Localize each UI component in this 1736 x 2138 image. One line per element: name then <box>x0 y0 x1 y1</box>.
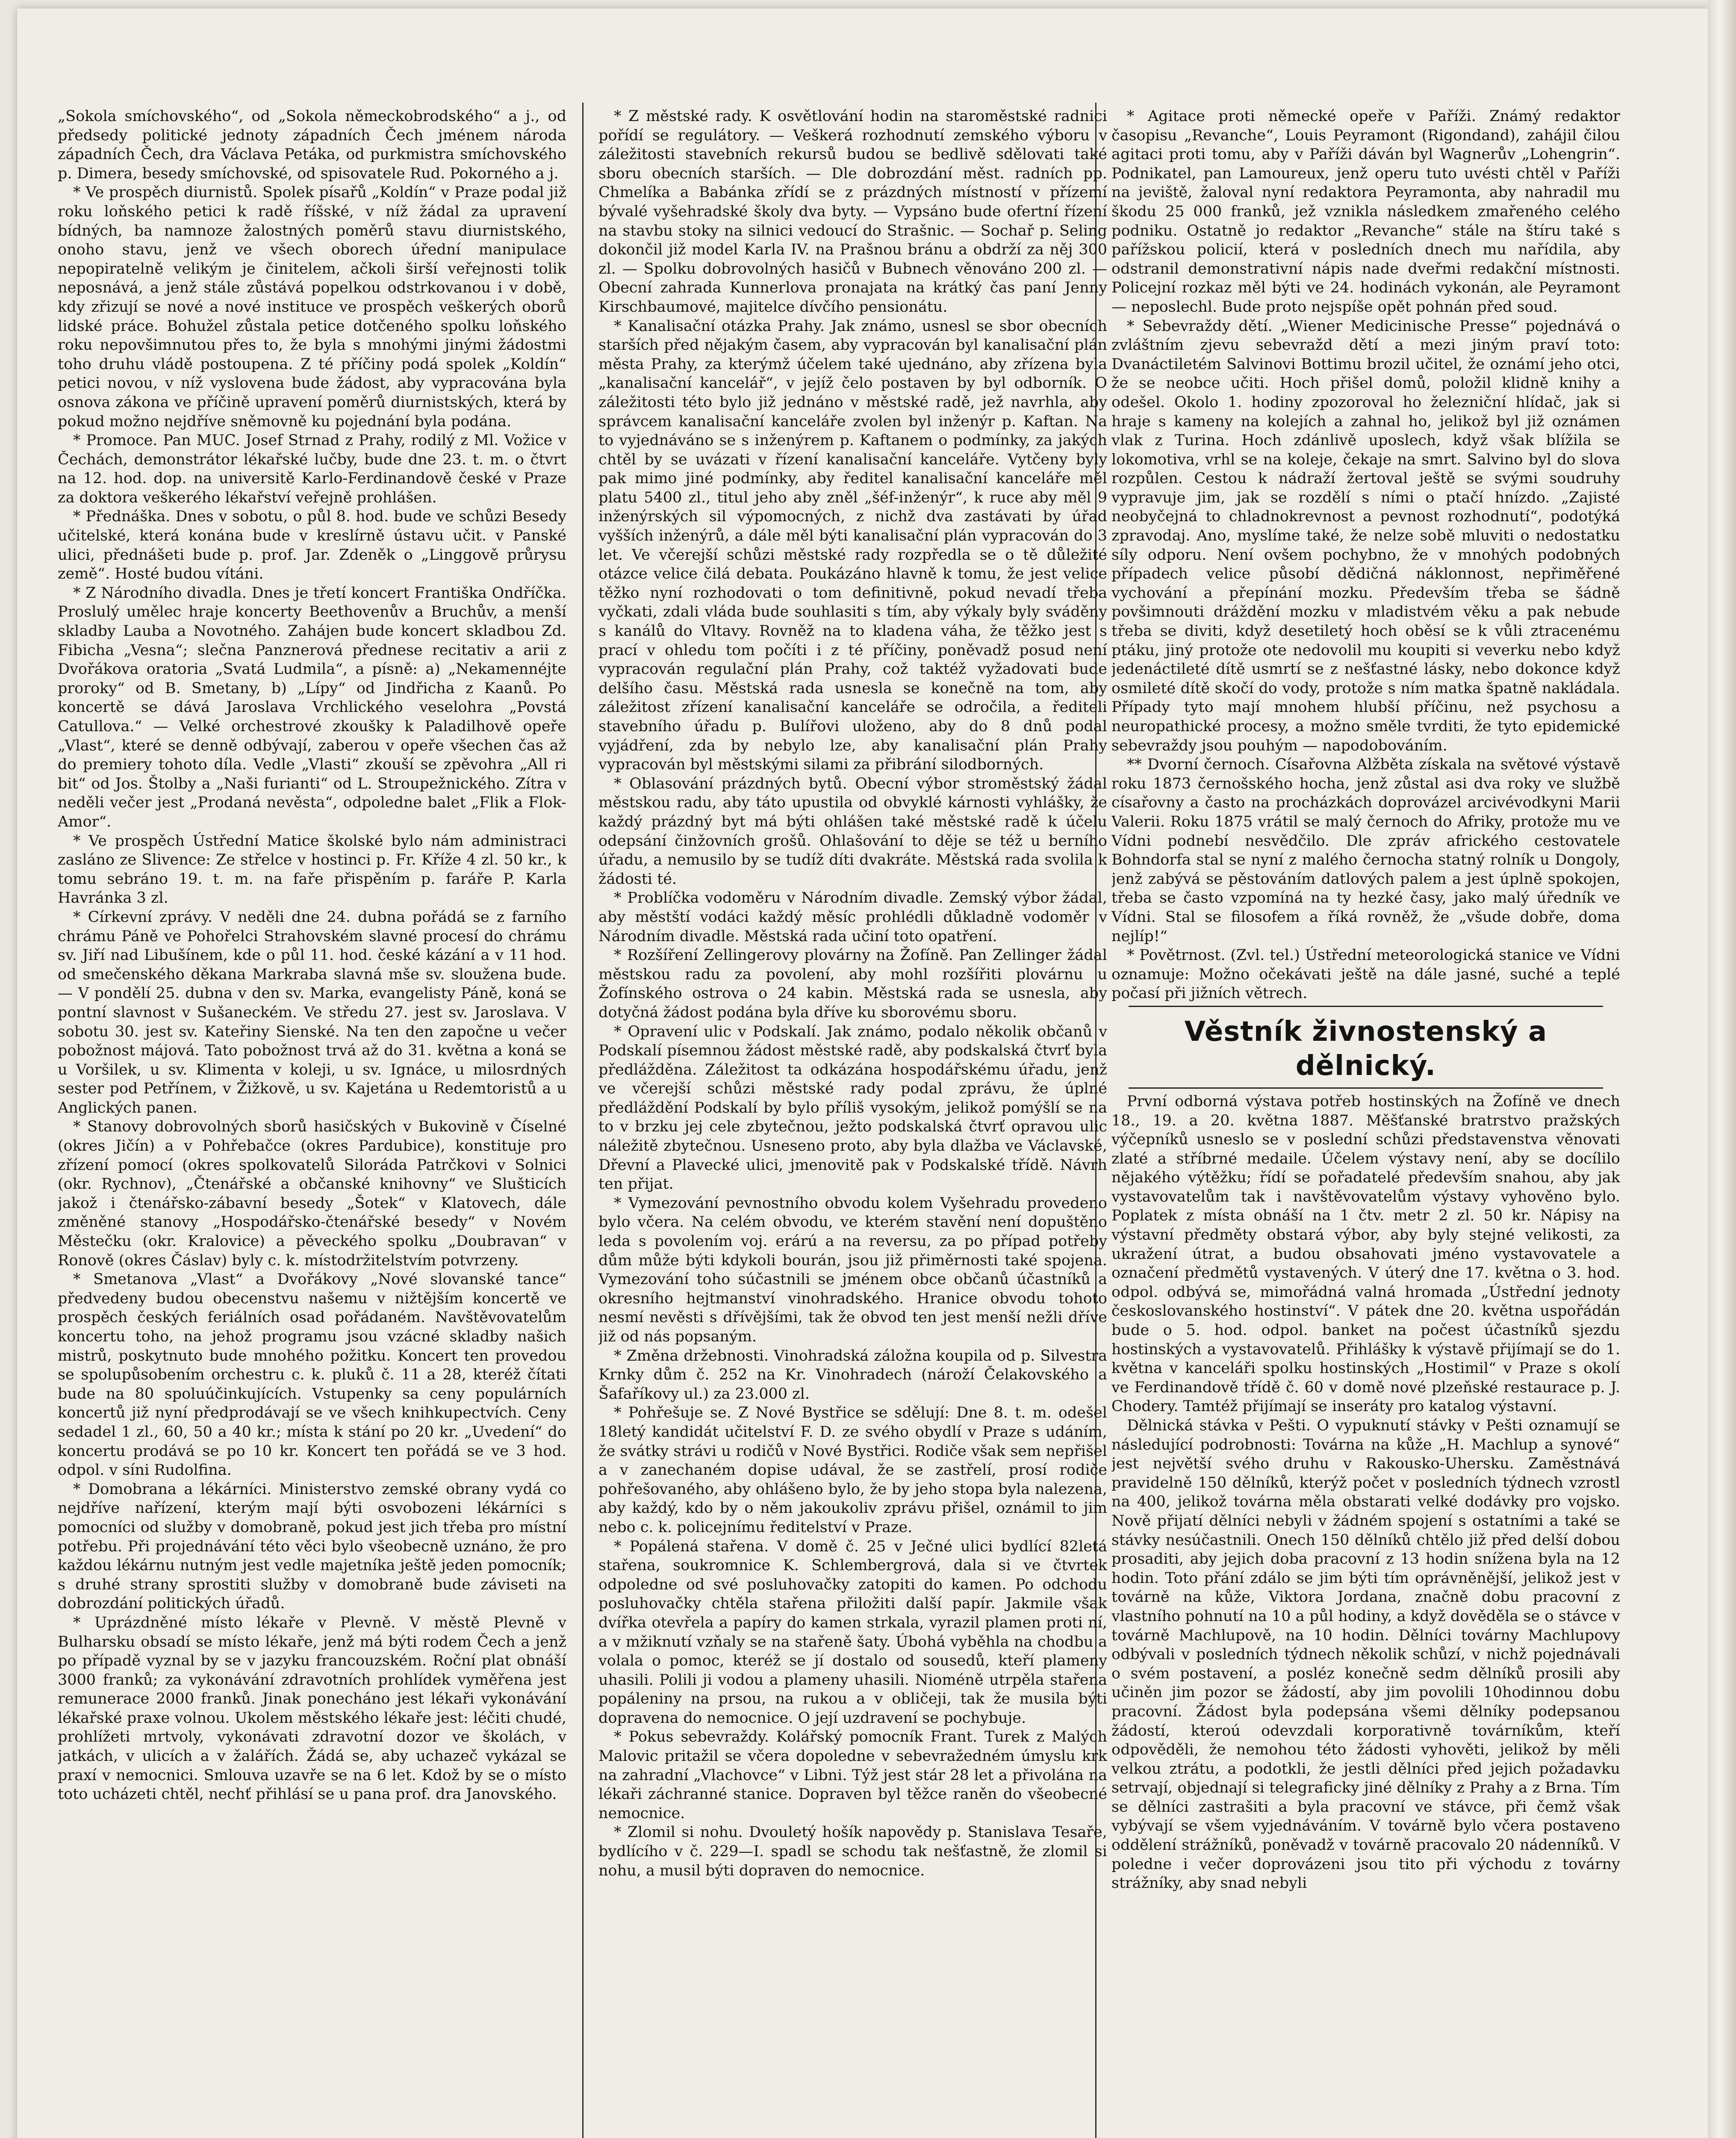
article-paragraph: * Promoce. Pan MUC. Josef Strnad z Prahy, rodilý z Ml. Vožice v Čechách, demonstrátor lékařské lučby, bude dne 23. t. m. o čtvrt na 12. hod. dop. na universitě Karlo-Ferdinandově české v Praze za doktora veškerého lékařství veřejně prohlášen. <box>58 432 566 506</box>
article-paragraph: * Rozšíření Zellingerovy plovárny na Žofíně. Pan Zellinger žádal městskou radu za povolení, aby mohl rozšířiti plovárnu u Žofínského ostrova o 24 kabin. Městská rada se usnesla, aby dotyčná žádost podána byla dříve ku sborovému sboru. <box>598 947 1107 1021</box>
article-paragraph: * Církevní zprávy. V neděli dne 24. dubna pořádá se z farního chrámu Páně ve Pohořelci Strahovském slavné procesí do chrámu sv. Jiří nad Libušínem, kde o půl 11. hod. české kázání a v 11 hod. od smečenského děkana Markraba slavná mše sv. sloužena bude. — V pondělí 25. dubna v den sv. Marka, evangelisty Páně, koná se pontní slavnost v Sušaneckém. Ve středu 27. jest sv. Jaroslava. V sobotu 30. jest sv. Kateřiny Sienské. Na ten den započne u večer pobožnost májová. Tato pobožnost trvá až do 31. května a koná se u Voršilek, u sv. Klimenta v koleji, u sv. Ignáce, u milosrdných sester pod Petřínem, v Žižkově, u sv. Kajetána u Redemtoristů a u Anglických panen. <box>58 908 566 1116</box>
article-paragraph: „Sokola smíchovského“, od „Sokola německobrodského“ a j., od předsedy politické jednoty západních Čech jménem národa západních Čech, dra Václava Petáka, od purkmistra smíchovského p. Dimera, besedy smíchovské, od spisovatele Rud. Pokorného a j. <box>58 108 566 182</box>
column-left <box>58 107 566 2138</box>
column-divider <box>582 103 584 2138</box>
article-paragraph: * Přednáška. Dnes v sobotu, o půl 8. hod. bude ve schůzi Besedy učitelské, která konána bude v kreslírně ústavu učit. v Panské ulici, přednášeti bude p. prof. Jar. Zdeněk o „Linggově průrysu země“. Hosté budou vítáni. <box>58 508 566 583</box>
article-paragraph: Dělnická stávka v Pešti. O vypuknutí stávky v Pešti oznamují se následující podrobnosti: Továrna na kůže „H. Machlup a synové“ jest největší svého druhu v Rakousko-Uhersku. Zaměstnává pravidelně 150 dělníků, kterýž počet v posledních týdnech vzrostl na 400, jelikož továrna měla obstarati velké dodávky pro vojsko. Nově přijatí dělníci nebyli v žádném spojení s ostatními a také se stávky nesúčastnili. Onech 150 dělníků chtělo již před delší dobou prosaditi, aby jejich doba pracovní z 13 hodin snížena byla na 12 hodin. Toto přání zdálo se jim býti tím oprávněnější, jelikož jest v továrně na kůže, Viktora Jordana, značně dobu pracovní z vlastního pohnutí na 10 a půl hodiny, a když dověděla se o stávce v továrně Machlupově, na 10 hodin. Dělníci továrny Machlupovy odbývali v posledních týdnech několik schůzí, v nichž pojednávali o svém postavení, a posléz konečně sedm dělníků prosili aby učiněn jim pozor se žádostí, aby jim povolili 10hodinnou dobu pracovní. Žádost byla podepsána všemi dělníky podepsanou žádostí, kteroú odevzdali korporativně továrníkům, kteří odpověděli, že nemohou této žádosti vyhověti, jelikož by měli velkou ztrátu, a podotkli, že jestli dělníci před jejich požadavku setrvají, objednají si telegraficky jiné dělníky z Prahy a z Brna. Tím se dělníci zastrašiti a byla pracovní ve stávce, při čemž však vybývají se všem vyjednáváním. V továrně bylo včera postaveno oddělení strážníků, poněvadž v továrně pracovalo 20 nádenníků. V poledne i večer doprovázeni jsou tito při východu z továrny strážníky, aby snad nebyli <box>1111 1417 1620 1892</box>
article-paragraph: * Ve prospěch diurnistů. Spolek písařů „Koldín“ v Praze podal již roku loňského petici k radě říšské, v níž žádal za upravení bídných, ba namnoze žalostných poměrů stavu diurnistského, onoho stavu, jenž ve všech oborech úřední manipulace nepopiratelně velikým je činitelem, ačkoli širší veřejnosti tolik neposnává, a jenž stále zůstává popelkou odstrkovanou i v době, kdy zřizují se nové a nové instituce ve prospěch veškerých oborů lidské práce. Bohužel zůstala petice dotčeného spolku loňského roku nepovšimnutou přes to, že byla s mnohými jinými žádostmi toho druhu vládě postoupena. Z té příčiny podá spolek „Koldín“ petici novou, v níž vyslovena bude žádost, aby vypracována byla osnova zákona ve příčině upravení poměrů diurnistských, která by pokud možno nejdříve sněmovně ku pojednání byla podána. <box>58 184 566 430</box>
article-paragraph: * Z Národního divadla. Dnes je třetí koncert Františka Ondříčka. Proslulý umělec hraje koncerty Beethovenův a Bruchův, a menší skladby Lauba a Novotného. Zahájen bude koncert skladbou Zd. Fibicha „Vesna“; slečna Panznerová přednese recitativ a arii z Dvořákova oratoria „Svatá Ludmila“, a písně: a) „Nekamennéjte proroky“ od B. Smetany, b) „Lípy“ od Jindřicha z Kaanů. Po koncertě se dává Jaroslava Vrchlického veselohra „Povstá Catullova.“ — Velké orchestrové zkoušky k Paladilhově opeře „Vlast“, které se denně odbývají, zaberou v opeře všechen čas až do premiery tohoto díla. Vedle „Vlasti“ zkouší se zpěvohra „All ri bit“ od Jos. Štolby a „Naši furianti“ od L. Stroupežnického. Zítra v neděli večer jest „Prodaná nevěsta“, odpoledne balet „Flik a Flok-Amor“. <box>58 584 566 830</box>
article-paragraph: * Zlomil si nohu. Dvouletý hošík napovědy p. Stanislava Tesaře, bydlícího v č. 229—I. spadl se schodu tak nešťastně, že zlomil si nohu, a musil býti dopraven do nemocnice. <box>598 1824 1107 1879</box>
section-divider <box>1129 1006 1603 1007</box>
article-paragraph: * Ve prospěch Ústřední Matice školské bylo nám administraci zasláno ze Slivence: Ze střelce v hostinci p. Fr. Kříže 4 zl. 50 kr., k tomu sebráno 19. t. m. na faře přispěním p. faráře P. Karla Havránka 3 zl. <box>58 832 566 907</box>
section-divider <box>1129 1087 1603 1089</box>
article-paragraph: * Oblasování prázdných bytů. Obecní výbor stroměstský žádal městskou radu, aby táto upustila od obvyklé kárnosti vyhlášky, že každý prázdný byt má býti ohlášen také městské radě k účelu odepsání činžovních grošů. Ohlašování to děje se též u berního úřadu, a nemusilo by se tudíž díti dvakráte. Městská rada svolila k žádosti té. <box>598 775 1107 888</box>
article-paragraph: * Stanovy dobrovolných sborů hasičských v Bukovině v Číselné (okres Jičín) a v Pohřebačce (okres Pardubice), konstituje pro zřízení pomocí (okres spolkovatelů Siloráda Patrčkovi v Solnici (okr. Rychnov), „Čtenářské a občanské knihovny“ ve Slušticích jakož i čtenářsko-zábavní besedy „Šotek“ v Klatovech, dále změněné stanovy „Hospodářsko-čtenářské besedy“ v Novém Městečku (okr. Kralovice) a pěveckého spolku „Doubravan“ v Ronově (okres Čáslav) byly c. k. místodržitelstvím potvrzeny. <box>58 1118 566 1269</box>
article-paragraph: * Pohřešuje se. Z Nové Bystřice se sdělují: Dne 8. t. m. odešel 18letý kandidát učitelství F. D. ze svého obydlí v Praze s udáním, že svátky strávi u rodičů v Nové Bystřici. Rodiče však sem nepřišel a v zanechaném dopise udával, že se zastřelí, prosí rodiče pohřešovaného, aby ohlášeno bylo, že by jeho stopa byla nalezena, aby každý, kdo by o něm jakoukoliv zprávu přišel, oznámil to jim nebo c. k. policejnímu ředitelství v Praze. <box>598 1404 1107 1536</box>
article-paragraph: * Z městské rady. K osvětlování hodin na staroměstské radnici pořídí se regulátory. — Veškerá rozhodnutí zemského výboru v záležitosti stavebních rekursů budou se bedlivě sdělovati také sboru obecních starších. — Dle dobrozdání měst. radních pp. Chmelíka a Babánka zřídí se z prázdných místností v přízemí bývalé vyšehradské školy dva byty. — Vypsáno bude ofertní řízení na stavbu stoky na silnici vedoucí do Strašnic. — Sochař p. Seling dokončil již model Karla IV. na Prašnou bránu a obdrží za něj 300 zl. — Spolku dobrovolných hasičů v Bubnech věnováno 200 zl. — Obecní zahrada Kunnerlova pronajata na krátký čas paní Jenny Kirschbaumové, majitelce dívčího pensionátu. <box>598 108 1107 316</box>
article-paragraph: * Agitace proti německé opeře v Paříži. Známý redaktor časopisu „Revanche“, Louis Peyramont (Rigondand), zahájil čilou agitaci proti tomu, aby v Paříži dáván byl Wagnerův „Lohengrin“. Podnikatel, pan Lamoureux, jenž operu tuto uvésti chtěl v Paříži na jeviště, žaloval nyní redaktora Peyramonta, aby nahradil mu škodu 25 000 franků, jež vznikla následkem zmařeného celého podniku. Ostatně jo redaktor „Revanche“ stále na štíru také s pařížskou policií, která v posledních dnech mu nařídila, aby odstranil demonstrativní nápis nade dveřmi redakční místnosti. Policejní rozkaz měl býti ve 24. hodinách vykonán, ale Peyramont — neposlechl. Bude proto nejspíše opět pohnán před soud. <box>1111 108 1620 316</box>
article-paragraph: * Kanalisační otázka Prahy. Jak známo, usnesl se sbor obecních starších před nějakým časem, aby vypracován byl kanalisační plán města Prahy, za kterýmž účelem také ujednáno, aby zřízena byla „kanalisační kancelář“, v jejíž čelo postaven by byl odborník. O záležitosti této bylo již jednáno v městské radě, jež navrhla, aby správcem kanalisační kanceláře zvolen byl inženýr p. Kaftan. Na to vyjednáváno se s inženýrem p. Kaftanem o podmínky, za jakých chtěl by se uvázati v řízení kanalisační kanceláře. Vytčeny byly pak mimo jiné podmínky, aby ředitel kanalisační kanceláře měl platu 5400 zl., titul jeho aby zněl „šéf-inženýr“, k ruce aby měl 9 inženýrských sil výpomocných, z nichž dva zastávati by úřad vyšších inženýrů, a dále měl býti kanalisační plán vypracován do 3 let. Ve včerejší schůzi městské rady rozpředla se o tě důležité otázce velice čilá debata. Poukázáno hlavně k tomu, že jest velice těžko nyní rozhodovati o tom definitivně, pokud nevadí třeba vyčkati, zdali vláda bude souhlasiti s tím, aby výkaly byly sváděny s kanálů do Vltavy. Rovněž na to kladena váha, že těžko jest s prací v ohledu tom počíti i z té příčiny, poněvadž posud není vypracován regulační plán Prahy, což taktéž vyžadovati bude delšího času. Městská rada usnesla se konečně na tom, aby záležitost zřízení kanalisační kanceláře se odročila, a řediteli stavebního úřadu p. Bulířovi uloženo, aby do 8 dnů podal vyjádření, zda by nebylo lze, aby kanalisační plán Prahy vypracován byl městskými silami za přibrání silodborných. <box>598 317 1107 774</box>
column-right <box>1111 107 1620 2138</box>
page-edge <box>1708 0 1736 2138</box>
article-paragraph: * Popálená stařena. V domě č. 25 v Ječné ulici bydlící 82letá stařena, soukromnice K. Schlembergrová, dala si ve čtvrtek odpoledne od své posluhovačky zatopiti do kamen. Po odchodu posluhovačky chtěla stařena přiložiti další papír. Jakmile však dvířka otevřela a papíry do kamen strkala, vyrazil plamen proti ní, a v mžiknutí vzňaly se na stařeně šaty. Úbohá vyběhla na chodbu a volala o pomoc, kteréž se jí dostalo od sousedů, kteří plameny uhasili. Polili ji vodou a plameny uhasili. Nioméně utrpěla stařena popáleniny na prsou, na rukou a v obličeji, tak že musila býti dopravena do nemocnice. O její uzdravení se pochybuje. <box>598 1538 1107 1727</box>
article-paragraph: * Opravení ulic v Podskalí. Jak známo, podalo několik občanů v Podskalí písemnou žádost městské radě, aby podskalská čtvrť byla předlážděna. Záležitost ta odkázána hospodářskému úřadu, jenž ve včerejší schůzi městské rady podal zprávu, že úplné předláždění Podskalí by bylo příliš vysokým, jelikož pomýšlí se na to v brzku jej cele zbytečnou, ježto podskalská čtvrť opravou ulic náležitě zbytečnou. Usneseno proto, aby byla dlažba ve Václavské, Dřevní a Plavecké ulici, jmenovitě pak v Podskalské třídě. Návrh ten přijat. <box>598 1023 1107 1193</box>
article-paragraph: * Smetanova „Vlast“ a Dvořákovy „Nové slovanské tance“ předvedeny budou obecenstvu našemu v nižtějším koncertě ve prospěch českých feriálních osad pořádaném. Navštěvovatelům koncertu toho, na jehož programu jsou vzácné skladby našich mistrů, poskytnuto bude mnohého požitku. Koncert ten provedou se spolupůsobením orchestru c. k. pluků č. 11 a 28, kteréž čítati bude na 80 spoluúčinkujících. Vstupenky sa ceny populárních koncertů již nyní předprodávají se ve všech knihkupectvích. Ceny sedadel 1 zl., 60, 50 a 40 kr.; místa k stání po 20 kr. „Uvedení“ do koncertu prodává se po 10 kr. Koncert ten pořádá se ve 3 hod. odpol. v síni Rudolfina. <box>58 1271 566 1479</box>
article-paragraph: * Problíčka vodoměru v Národním divadle. Zemský výbor žádal, aby městští vodáci každý měsíc prohlédli důkladně vodoměr v Národním divadle. Městská rada učiní toto opatření. <box>598 889 1107 945</box>
column-middle <box>598 107 1107 2138</box>
article-paragraph: ** Dvorní černoch. Císařovna Alžběta získala na světové výstavě roku 1873 černošského hocha, jenž zůstal asi dva roky ve službě císařovny a často na procházkách doprovázel arcivévodkyni Marii Valerii. Roku 1875 vrátil se malý černoch do Afriky, protože mu ve Vídni podnebí nesvědčilo. Dle zpráv afrického cestovatele Bohndorfa stal se nyní z malého černocha statný rolník u Dongoly, jenž zabývá se pěstováním datlových palem a jest úplně spokojen, třeba se často vzpomíná na ty hezké časy, jako malý úředník ve Vídni. Stal se filosofem a říká rovněž, že „všude dobře, doma nejlíp!“ <box>1111 756 1620 945</box>
article-paragraph: První odborná výstava potřeb hostinských na Žofíně ve dnech 18., 19. a 20. května 1887. Měšťanské bratrstvo pražských výčepníků usneslo se v poslední schůzi představenstva věnovati zlaté a stříbrné medaile. Účelem výstavy není, aby se docílilo nějakého výtěžku; řídí se pořadatelé především snahou, aby jak vystavovatelům tak i navštěvovatelům výstavy vyhověno bylo. Poplatek z místa obnáší na 1 čtv. metr 2 zl. 50 kr. Nápisy na výstavní předměty obstará výbor, aby byly stejné velikosti, za ukražení útrat, a budou obsahovati jméno vystavovatele a označení předmětů vystavených. V úterý dne 17. května o 3. hod. odpol. odbývá se, mimořádná valná hromada „Ústřední jednoty českoslovanského hostinství“. V pátek dne 20. května uspořádán bude o 5. hod. odpol. banket na počest účastníků sjezdu hostinských a vystavovatelů. Přihlášky k výstavě přijímají se do 1. května v kanceláři spolku hostinských „Hostimil“ v Praze s okolí ve Ferdinandově třídě č. 60 v domě nové plzeňské restaurace p. J. Chodery. Tamtéž přijímají se inseráty pro katalog výstavní. <box>1111 1093 1620 1415</box>
article-paragraph: * Změna držebnosti. Vinohradská záložna koupila od p. Silvestra Krnky dům č. 252 na Kr. Vinohradech (nároží Čelakovského a Šafaříkovy ul.) za 23.000 zl. <box>598 1347 1107 1403</box>
article-paragraph: * Povětrnost. (Zvl. tel.) Ústřední meteorologická stanice ve Vídni oznamuje: Možno očekávati ještě na dále jasné, suché a teplé počasí při jižních větrech. <box>1111 947 1620 1002</box>
section-title: Věstník živnostenský a dělnický. <box>1184 1016 1547 1082</box>
article-paragraph: * Uprázdněné místo lékaře v Plevně. V městě Plevně v Bulharsku obsadí se místo lékaře, jenž má býti rodem Čech a jenž po případě vyznal by se v jazyku francouzském. Roční plat obnáší 3000 franků; za vykonávání zdravotních prohlídek vyměřena jest remunerace 2000 franků. Jinak ponecháno jest lékaři vykonávání lékařské praxe volnou. Ukolem městského lékaře jest: léčiti chudé, prohlížeti mrtvoly, vykonávati zdravotní dozor ve školách, v jatkách, v ulicích a v žalářích. Žádá se, aby uchazeč vykázal se praxí v nemocnici. Smlouva uzavře se na 6 let. Kdož by se o místo toto ucházeti chtěl, nechť přihlásí se u pana prof. dra Janovského. <box>58 1614 566 1803</box>
article-paragraph: * Vymezování pevnostního obvodu kolem Vyšehradu provedeno bylo včera. Na celém obvodu, ve kterém stavění není dopuštěno leda s povolením voj. erárú a na reversu, za po případ potřeby dům může býti kdykoli bourán, jsou již přiměrnosti také spojena. Vymezování toho súčastnili se jménem obce občanů účastníků a okresního hejtmanství vinohradského. Hranice obvodu tohoto nesmí nevěsti s dřívějšími, tak že obvod ten jest menší nežli dříve již od nás popsaným. <box>598 1194 1107 1345</box>
newspaper-page <box>17 9 1710 2138</box>
article-paragraph: * Pokus sebevraždy. Kolářský pomocník Frant. Turek z Malých Malovic pritažil se včera dopoledne v sebevražedném úmyslu krk na zahradní „Vlachovce“ v Libni. Týž jest stár 28 let a přivolána na lékaři záchranné stanice. Dopraven byl těžce raněn do všeobecné nemocnice. <box>598 1728 1107 1822</box>
article-paragraph: * Domobrana a lékárníci. Ministerstvo zemské obrany vydá co nejdříve nařízení, kterým mají býti osvobozeni lékárníci s pomocníci od služby v domobraně, pokud jest jich třeba pro místní potřebu. Při projednávání této věci bylo všeobecně uznáno, že pro každou lékárnu nutným jest vedle majetníka ještě jeden pomocník; s druhé strany sprostiti služby v domobraně bude záviseti na dobrozdání politických úřadů. <box>58 1480 566 1612</box>
article-paragraph: * Sebevraždy dětí. „Wiener Medicinische Presse“ pojednává o zvláštním zjevu sebevražd dětí a mezi jiným praví toto: Dvanáctiletém Salvinovi Bottimu brozil učitel, že oznámí jeho otci, že se neobce učiti. Hoch přišel domů, položil klidně knihy a odešel. Okolo 1. hodiny zpozoroval ho železniční hlídač, jak si hraje s kameny na kolejích a zahnal ho, jelikož byl již oznámen vlak z Turina. Hoch zdánlivě uposlech, když však blížila se lokomotiva, vrhl se na koleje, čekaje na smrt. Salvino byl do slova rozpůlen. Cestou k nádraží žertoval ještě se svými soudruhy vypravuje jim, jak se rozdělí s ními o ptačí hnízdo. „Zajisté neobyčejná to chladnokrevnost a pevnost rozhodnutí“, podotýká zpravodaj. Ano, myslíme také, že nelze sobě mluviti o nedostatku síly odporu. Není ovšem pochybno, že v mnohých podobných případech velice působí dědičná náklonnost, nepřiměřené vychování a přepínání mozku. Především třeba se šádně povšimnouti dráždění mozku v mladistvém věku a pak nebude třeba se diviti, když desetiletý hoch oběsí se k vůli ztracenému ptáku, jiný protože ote nedovolil mu koupiti si veverku nebo když jedenáctileté dítě usmrtí se z nešťastné lásky, nebo dokonce když osmileté dítě skočí do vody, protože s ním matka špatně nakládala. Případy tyto mají mnohem hlubší příčinu, než psychosu a neuropathické procesy, a možno směle tvrditi, že tyto epidemické sebevraždy jsou pouhým — napodobováním. <box>1111 317 1620 754</box>
